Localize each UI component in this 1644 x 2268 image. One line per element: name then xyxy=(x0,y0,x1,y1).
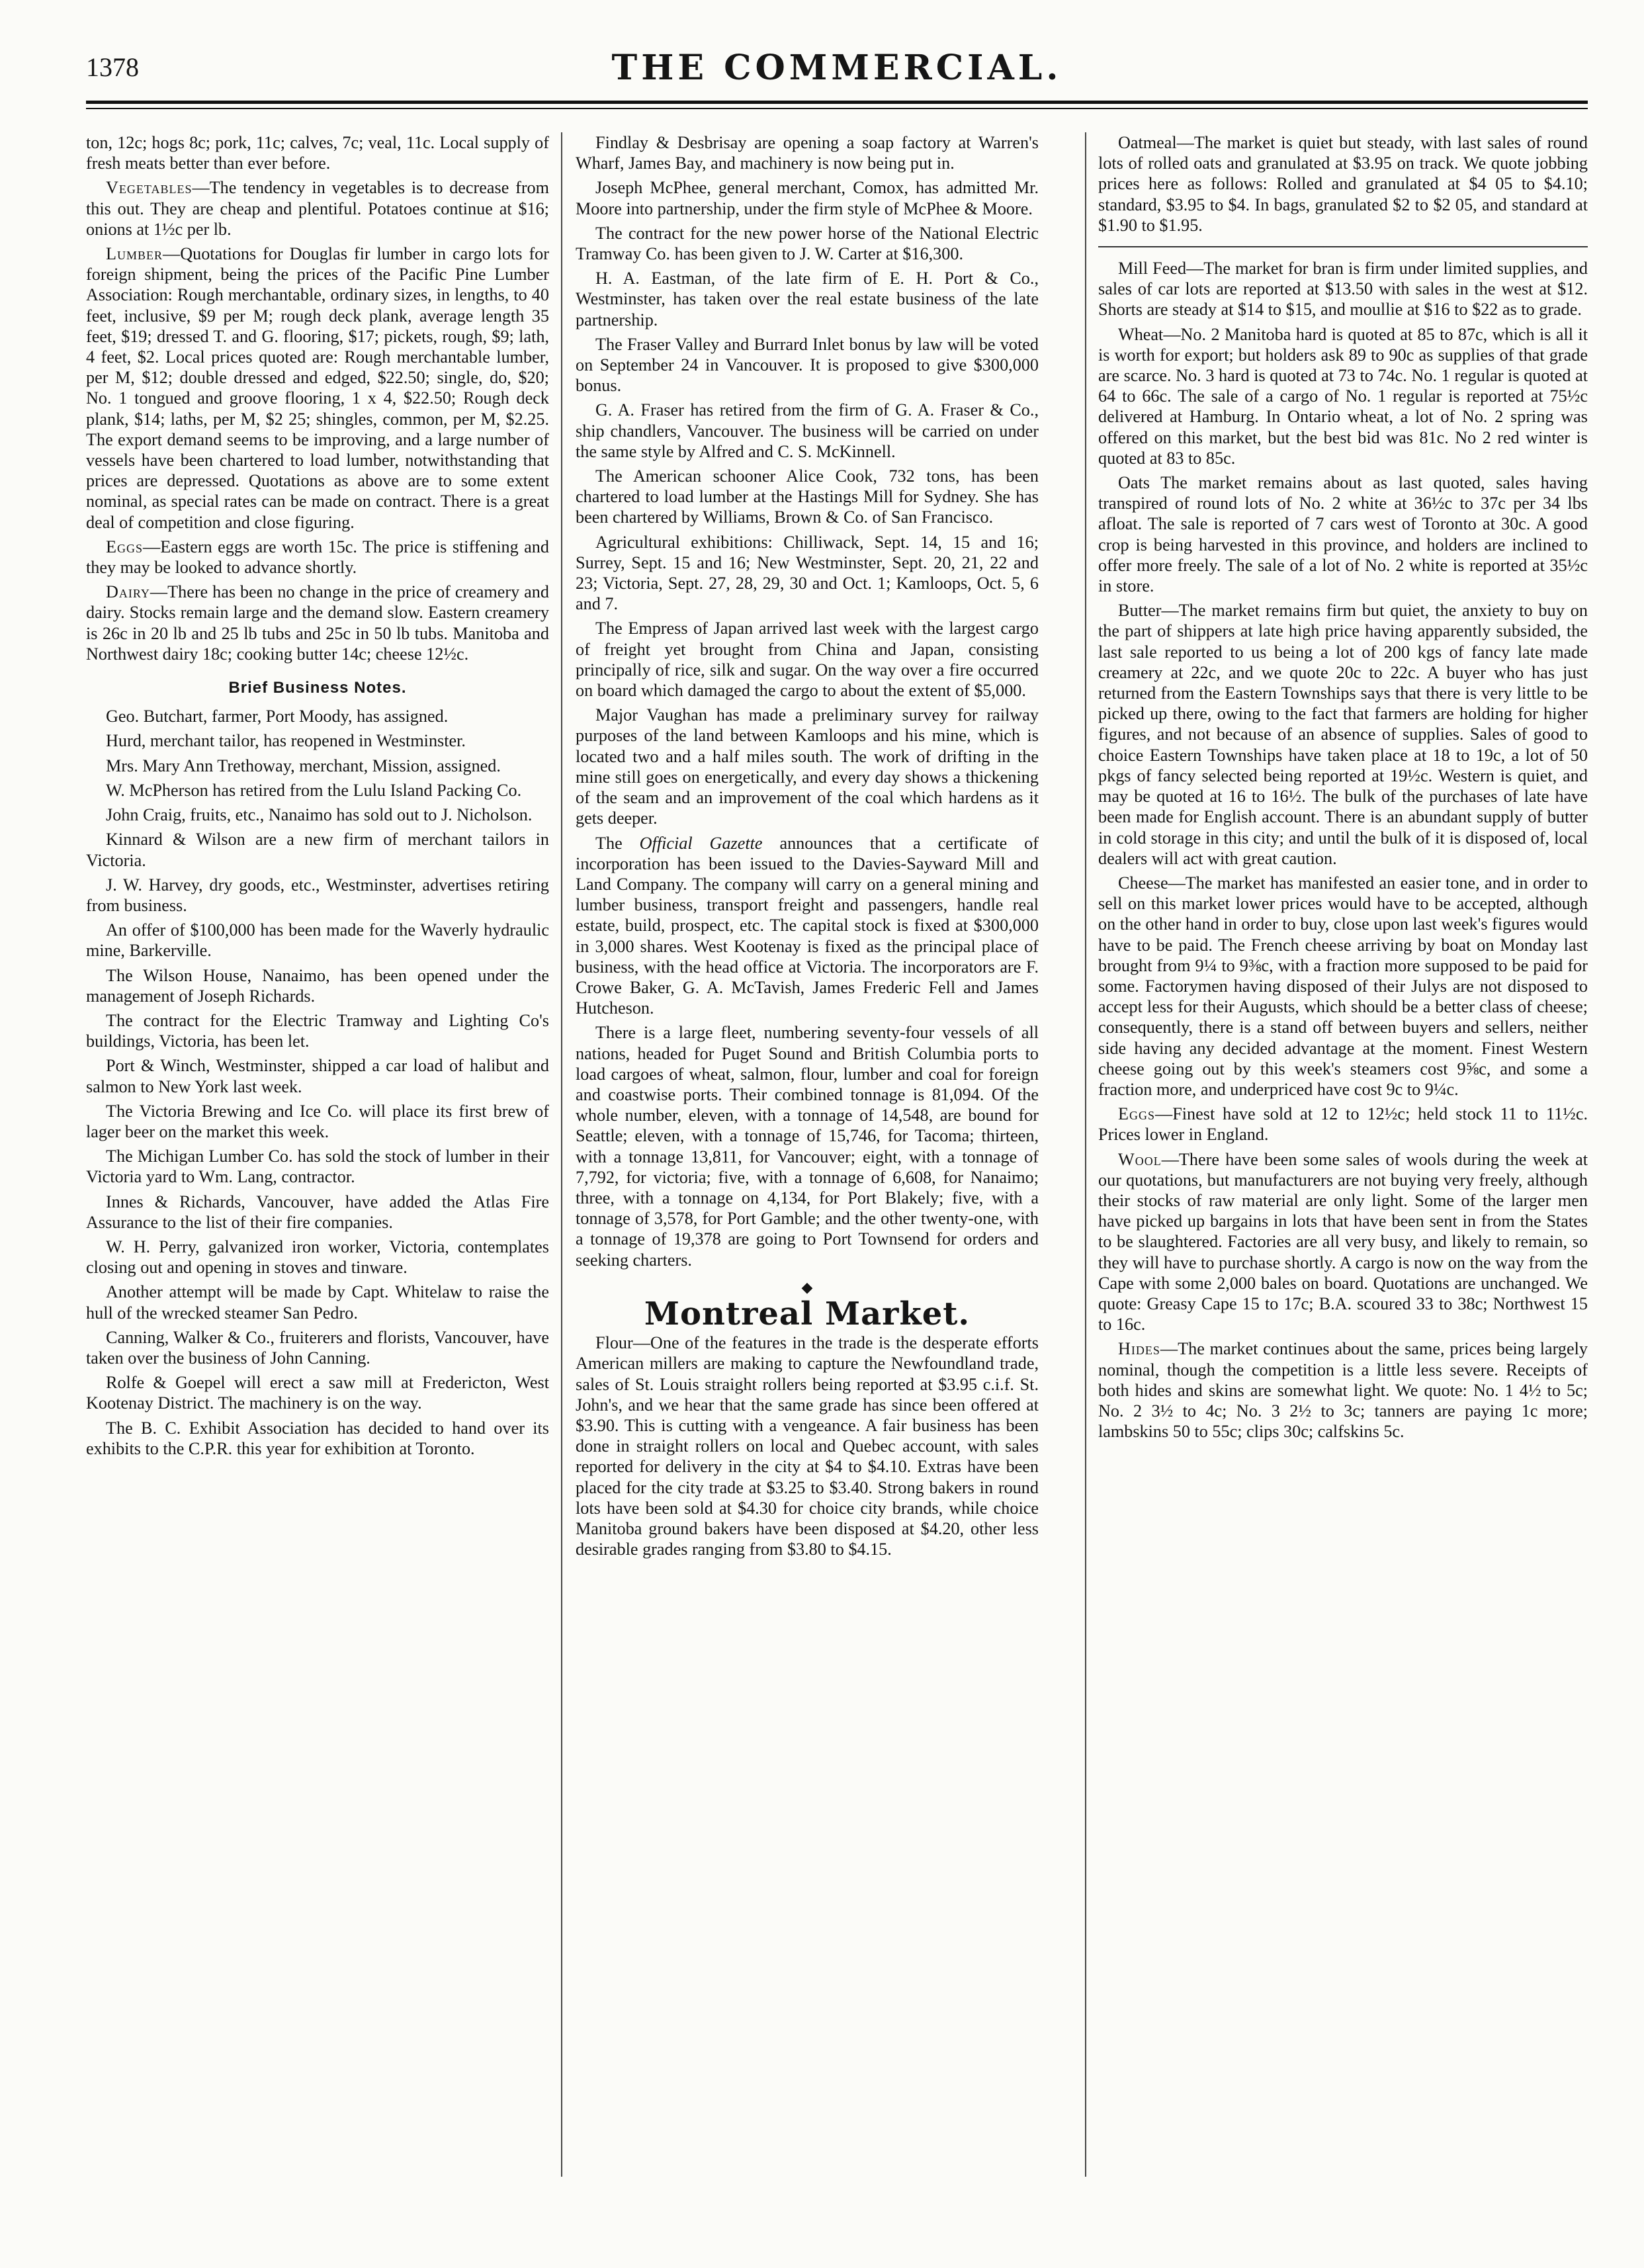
note-item: Canning, Walker & Co., fruiterers and florists, Vancouver, have taken over the business of John Canning. xyxy=(86,1327,549,1368)
news-item: Major Vaughan has made a preliminary survey for railway purposes of the land between Kamloops and his mine, which is located two and a half miles south. The work of drifting in the mine still goes on energetically, and every day shows a thickening of the seam and an improvement of the coal which hardens as it gets deeper. xyxy=(576,705,1039,828)
header-rule-thin xyxy=(86,108,1588,109)
news-item: The contract for the new power horse of the National Electric Tramway Co. has been given to J. W. Carter at $16,300. xyxy=(576,223,1039,264)
gazette-paragraph: The Official Gazette announces that a certificate of incorporation has been issued to the Davies-Sayward Mill and Land Company. The company will carry on a general mining and lumber business, transport freight and passengers, handle real estate, build, prospect, etc. The capital stock is fixed at $300,000 in 3,000 shares. West Kootenay is fixed as the principal place of business, with the head office at Victoria. The incorporators are F. Crowe Baker, G. A. McTavish, James Frederic Fell and James Hutcheson. xyxy=(576,833,1039,1018)
news-item: The Empress of Japan arrived last week with the largest cargo of freight yet brought from China and Japan, consisting principally of rice, silk and sugar. On the way over a fire occurred on board which damaged the cargo to about the extent of $5,000. xyxy=(576,619,1039,701)
column-3 xyxy=(1098,132,1588,1446)
note-item: The contract for the Electric Tramway and Lighting Co's buildings, Victoria, has been let. xyxy=(86,1010,549,1051)
note-item: W. H. Perry, galvanized iron worker, Victoria, contemplates closing out and opening in stoves and tinware. xyxy=(86,1237,549,1278)
vegetables-paragraph: Vegetables—The tendency in vegetables is to decrease from this out. They are cheap and plentiful. Potatoes continue at $16; onions at 1½c per lb. xyxy=(86,178,549,239)
lumber-paragraph: Lumber—Quotations for Douglas fir lumber in cargo lots for foreign shipment, being the prices of the Pacific Pine Lumber Association: Rough merchantable, ordinary sizes, in lengths, to 40 feet, inclusive, $9 per M; rough deck plank, average length 35 feet, $19; dressed T. and G. flooring, $17; pickets, rough, $9; lath, 4 feet, $2. Local prices quoted are: Rough merchantable lumber, per M, $12; double dressed and edged, $22.50; single, do, $20; No. 1 tongued and groove flooring, 1 x 4, $22.50; Rough deck plank, $14; laths, per M, $2 25; shingles, common, per M, $2.25. The export demand seems to be improving, and a large number of vessels have been chartered to load lumber, notwithstanding that prices are depressed. Quotations as above are to some extent nominal, as special rates can be made on contract. There is a great deal of competition and close figuring. xyxy=(86,244,549,532)
note-item: Kinnard & Wilson are a new firm of merchant tailors in Victoria. xyxy=(86,830,549,870)
fleet-paragraph: There is a large fleet, numbering seventy-four vessels of all nations, headed for Puget Sound and British Columbia ports to load cargoes of wheat, salmon, flour, lumber and coal for foreign and coastwise ports. Their combined tonnage is 81,094. Of the whole number, eleven, with a tonnage of 14,548, are bound for Seattle; eleven, with a tonnage of 15,746, for Tacoma; thirteen, with a tonnage 13,811, for Vancouver; eight, with a tonnage of 7,792, for victoria; five, with a tonnage of 6,608, for Nanaimo; three, with a tonnage on 4,134, for Port Blakely; five, with a tonnage of 3,578, for Port Gamble; and the other twenty-one, with a tonnage of 19,378 are going to Port Townsend for orders and seeking charters. xyxy=(576,1023,1039,1270)
eggs-lead: Eggs xyxy=(106,537,144,556)
news-item: Joseph McPhee, general merchant, Comox, has admitted Mr. Moore into partnership, under the firm style of McPhee & Moore. xyxy=(576,178,1039,218)
section-divider xyxy=(1098,246,1588,247)
gazette-name: Official Gazette xyxy=(639,833,763,853)
market-item: Oatmeal—The market is quiet but steady, with last sales of round lots of rolled oats and granulated at $3.95 on track. We quote jobbing prices here as follows: Rolled and granulated at $4 05 to $4.10; standard, $3.95 to $4. In bags, granulated $2 to $2 05, and standard at $1.90 to $1.95. xyxy=(1098,133,1588,235)
dairy-paragraph: Dairy—There has been no change in the price of creamery and dairy. Stocks remain large and the demand slow. Eastern creamery is 26c in 20 lb and 25 lb tubs and 25c in 50 lb tubs. Manitoba and Northwest dairy 18c; cooking butter 14c; cheese 12½c. xyxy=(86,582,549,664)
news-item: The Fraser Valley and Burrard Inlet bonus by law will be voted on September 24 in Vancouver. It is proposed to give $300,000 bonus. xyxy=(576,334,1039,396)
ornament-icon: ◆ xyxy=(801,1278,813,1295)
market-item: Butter—The market remains firm but quiet, the anxiety to buy on the part of shippers at late high price having apparently subsided, the last sale reported to us being a lot of 200 kgs of fancy late made creamery at 22c, and we quote 20c to 22c. A buyer who has just returned from the Eastern Townships says that there is very little to be picked up there, owing to the fact that farmers are holding for higher figures, and not because of an absence of supplies. Sales of good to choice Eastern Townships have taken place at 18 to 19c, a lot of 50 pkgs of fancy selected being reported at 19½c. Western is quiet, and may be quoted at 16 to 16½. The bulk of the purchases of late have been made for English account. There is an abundant supply of butter in cold storage in this city; and until the bulk of it is disposed of, local dealers will act with great caution. xyxy=(1098,601,1588,868)
note-item: Mrs. Mary Ann Trethoway, merchant, Mission, assigned. xyxy=(106,756,501,775)
eggs-paragraph: Eggs—Eastern eggs are worth 15c. The price is stiffening and they may be looked to advance shortly. xyxy=(86,537,549,578)
column-divider-1 xyxy=(561,132,562,2177)
note-item: Innes & Richards, Vancouver, have added the Atlas Fire Assurance to the list of their fire companies. xyxy=(86,1192,549,1232)
note-item: Geo. Butchart, farmer, Port Moody, has assigned. xyxy=(106,707,449,726)
column-divider-2 xyxy=(1085,132,1086,2177)
news-item: The American schooner Alice Cook, 732 tons, has been chartered to load lumber at the Hastings Mill for Sydney. She has been chartered by Williams, Brown & Co. of San Francisco. xyxy=(576,466,1039,527)
note-item: The Victoria Brewing and Ice Co. will place its first brew of lager beer on the market this week. xyxy=(86,1101,549,1141)
note-item: Hurd, merchant tailor, has reopened in Westminster. xyxy=(106,731,466,751)
note-item: Port & Winch, Westminster, shipped a car load of halibut and salmon to New York last week. xyxy=(86,1056,549,1096)
business-notes-heading: Brief Business Notes. xyxy=(228,679,407,697)
note-item: Another attempt will be made by Capt. Whitelaw to raise the hull of the wrecked steamer San Pedro. xyxy=(86,1282,549,1323)
market-item: Wheat—No. 2 Manitoba hard is quoted at 85 to 87c, which is all it is worth for export; but holders ask 89 to 90c as supplies of that grade are scarce. No. 3 hard is quoted at 73 to 74c. No. 1 regular is quoted at 64 to 66c. The sale of a cargo of No. 1 regular is reported at 75½c delivered at Hamburg. In Ontario wheat, a lot of No. 2 spring was offered on this market, but the best bid was 81c. No 2 red winter is quoted at 83 to 85c. xyxy=(1098,324,1588,468)
masthead-title: THE COMMERCIAL. xyxy=(611,48,1062,88)
note-item: The Wilson House, Nanaimo, has been opened under the management of Joseph Richards. xyxy=(86,965,549,1006)
dairy-lead: Dairy xyxy=(106,582,150,602)
note-item: J. W. Harvey, dry goods, etc., Westminster, advertises retiring from business. xyxy=(86,875,549,915)
market-item: Oats The market remains about as last quoted, sales having transpired of round lots of No. 2 white at 36½c to 37c per 34 lbs afloat. The sale is reported of 7 cars west of Toronto at 30c. A good crop is being harvested in this province, and holders are inclined to offer more freely. The sale of a lot of No. 2 white is reported at 35½c in store. xyxy=(1098,473,1588,596)
news-item: H. A. Eastman, of the late firm of E. H. Port & Co., Westminster, has taken over the real estate business of the late partnership. xyxy=(576,269,1039,329)
column-2 xyxy=(576,132,1039,1563)
note-item: The B. C. Exhibit Association has decided to hand over its exhibits to the C.P.R. this year for exhibition at Toronto. xyxy=(86,1418,549,1458)
flour-paragraph: Flour—One of the features in the trade is the desperate efforts American millers are making to capture the Newfoundland trade, sales of St. Louis straight rollers being reported at $3.95 c.i.f. St. John's, and we hear that the same grade has since been offered at $3.90. This is cutting with a vengeance. A fair business has been done in straight rollers on local and Quebec account, with sales reported for delivery in the city at $4 to $4.10. Extras have been placed for the city trade at $3.25 to $3.40. Strong bakers in round lots have been sold at $4.30 for choice city brands, while choice Manitoba ground bakers have been disposed at $4.20, other less desirable grades ranging from $3.80 to $4.15. xyxy=(576,1333,1039,1559)
vegetables-lead: Vegetables xyxy=(106,178,193,198)
news-item: G. A. Fraser has retired from the firm of G. A. Fraser & Co., ship chandlers, Vancouver. The business will be carried on under the same style by Alfred and C. S. McKinnell. xyxy=(576,400,1039,461)
market-item: Mill Feed—The market for bran is firm under limited supplies, and sales of car lots are reported at $13.50 with sales in the west at $12. Shorts are steady at $14 to $15, and moullie at $16 to $22 as to grade. xyxy=(1098,259,1588,320)
note-item: The Michigan Lumber Co. has sold the stock of lumber in their Victoria yard to Wm. Lang, contractor. xyxy=(86,1147,549,1187)
meat-prices-continued: ton, 12c; hogs 8c; pork, 11c; calves, 7c; veal, 11c. Local supply of fresh meats better than ever before. xyxy=(86,133,549,173)
hides-lead: Hides xyxy=(1118,1339,1160,1359)
note-item: An offer of $100,000 has been made for the Waverly hydraulic mine, Barkerville. xyxy=(86,920,549,961)
lumber-lead: Lumber xyxy=(106,244,163,264)
page-number: 1378 xyxy=(86,52,139,82)
page-header xyxy=(86,48,1588,105)
market-item: Cheese—The market has manifested an easier tone, and in order to sell on this market lower prices would have to be accepted, although on the other hand in order to buy, close upon last week's figures would have to be paid. The French cheese arriving by boat on Monday last brought from 9¼ to 9⅜c, with a fraction more supposed to be paid for some. Factorymen having disposed of their Julys are not disposed to accept less for their Augusts, which should be a better class of cheese; consequently, there is a stand off between buyers and sellers, neither side having any decided advantage at the moment. Finest Western cheese going out by this week's steamers cost 9⅝c, and some a fraction more, and underpriced have cost 9c to 9¼c. xyxy=(1098,873,1588,1099)
hides-paragraph: Hides—The market continues about the same, prices being largely nominal, though the competition is a little less severe. Receipts of both hides and skins are somewhat light. We quote: No. 1 4½ to 5c; No. 2 3½ to 4c; No. 3 2½ to 3c; tanners are paying 1c more; lambskins 50 to 55c; clips 30c; calfskins 5c. xyxy=(1098,1339,1588,1442)
column-1 xyxy=(86,132,549,1463)
wool-paragraph: Wool—There have been some sales of wools during the week at our quotations, but manufacturers are not buying very freely, although their stocks of raw material are only light. Some of the larger men have picked up bargains in lots that have been sent in from the States to be slaughtered. Factories are all very busy, and likely to remain, so they will have to purchase shortly. A cargo is now on the way from the Cape with some 2,000 bales on board. Quotations are unchanged. We quote: Greasy Cape 15 to 17c; B.A. scoured 33 to 38c; Northwest 15 to 16c. xyxy=(1098,1149,1588,1334)
header-rule-thick xyxy=(86,101,1588,104)
wool-lead: Wool xyxy=(1118,1149,1162,1169)
eggs-market-lead: Eggs xyxy=(1118,1104,1156,1124)
note-item: John Craig, fruits, etc., Nanaimo has sold out to J. Nicholson. xyxy=(106,805,533,825)
note-item: W. McPherson has retired from the Lulu Island Packing Co. xyxy=(106,780,522,800)
news-item: Agricultural exhibitions: Chilliwack, Sept. 14, 15 and 16; Surrey, Sept. 15 and 16; New Westminster, Sept. 20, 21, 22 and 23; Victoria, Sept. 27, 28, 29, 30 and Oct. 1; Kamloops, Oct. 5, 6 and 7. xyxy=(576,532,1039,614)
eggs-market-paragraph: Eggs—Finest have sold at 12 to 12½c; held stock 11 to 11½c. Prices lower in England. xyxy=(1098,1104,1588,1145)
note-item: Rolfe & Goepel will erect a saw mill at Fredericton, West Kootenay District. The machinery is on the way. xyxy=(86,1373,549,1413)
montreal-market-heading: Montreal Market. xyxy=(644,1295,971,1332)
news-item: Findlay & Desbrisay are opening a soap factory at Warren's Wharf, James Bay, and machinery is now being put in. xyxy=(576,133,1039,173)
